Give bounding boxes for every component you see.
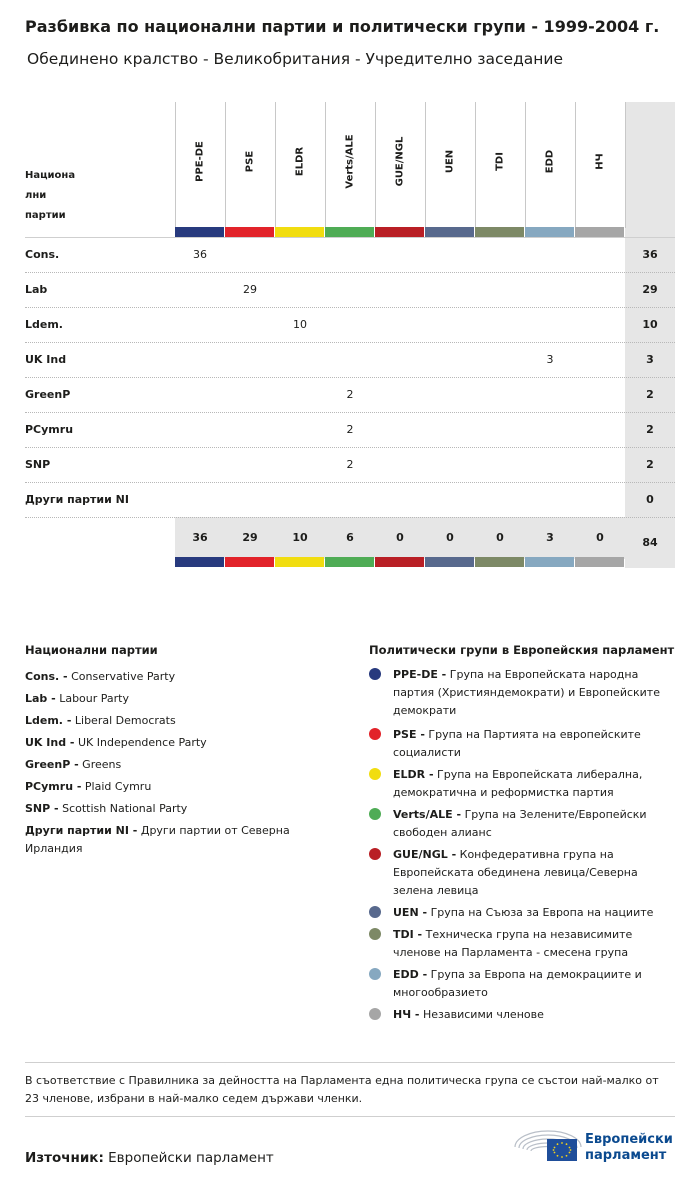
row-divider: [25, 342, 675, 343]
row-total-cell: 29: [642, 283, 658, 296]
group-full-name: Група на Съюза за Европа на нациите: [430, 906, 654, 919]
party-abbreviation: GreenP -: [25, 758, 79, 771]
group-header-verts-ale: Verts/ALE: [344, 134, 356, 189]
group-description: [393, 904, 679, 922]
group-abbreviation: НЧ -: [393, 1008, 420, 1021]
group-abbreviation: PPE-DE -: [393, 668, 447, 681]
row-total-cell: 0: [646, 493, 654, 506]
party-full-name: UK Independence Party: [77, 736, 207, 749]
group-abbreviation: EDD -: [393, 968, 428, 981]
national-party-legend-item: [25, 822, 325, 858]
page-subtitle: Обединено кралство - Великобритания - Учредително заседание: [27, 50, 564, 68]
row-total-cell: 2: [646, 388, 654, 401]
group-color-bar: [525, 227, 574, 237]
party-abbreviation: SNP -: [25, 802, 59, 815]
national-party-legend-item: [25, 712, 325, 730]
national-party-legend-item: [25, 668, 325, 686]
header-divider: [175, 102, 176, 228]
table-cell: 29: [243, 283, 257, 296]
group-abbreviation: GUE/NGL -: [393, 848, 457, 861]
table-cell: 3: [546, 353, 554, 366]
group-header-нч: НЧ: [594, 153, 606, 170]
group-color-bar: [175, 557, 224, 567]
group-abbreviation: UEN -: [393, 906, 428, 919]
party-full-name: Greens: [82, 758, 122, 771]
grand-total-cell: 84: [642, 536, 658, 549]
group-description: [393, 1006, 679, 1024]
group-description: [393, 766, 679, 802]
row-total-cell: 3: [646, 353, 654, 366]
row-label-party: Други партии NI: [25, 493, 129, 506]
row-label-party: PCymru: [25, 423, 74, 436]
group-color-bar: [375, 227, 424, 237]
row-label-party: SNP: [25, 458, 51, 471]
party-abbreviation: Cons. -: [25, 670, 68, 683]
group-color-dot-icon: [369, 1008, 381, 1020]
national-parties-legend-heading: Национални партии: [25, 643, 158, 657]
group-color-bar: [375, 557, 424, 567]
row-divider: [25, 517, 675, 518]
group-header-ppe-de: PPE-DE: [194, 141, 206, 182]
group-full-name: Група на Партията на европейските социалисти: [393, 728, 641, 759]
group-description: [393, 666, 679, 720]
table-cell: 2: [346, 388, 354, 401]
party-full-name: Liberal Democrats: [74, 714, 176, 727]
row-total-cell: 10: [642, 318, 658, 331]
table-cell: 2: [346, 423, 354, 436]
row-divider: [25, 272, 675, 273]
party-full-name: Други партии от Северна Ирландия: [25, 824, 290, 855]
group-color-dot-icon: [369, 928, 381, 940]
row-label-party: UK Ind: [25, 353, 67, 366]
group-full-name: Група на Зелените/Европейски свободен алианс: [393, 808, 647, 839]
column-total-cell: 29: [242, 531, 258, 544]
group-header-gue-ngl: GUE/NGL: [394, 136, 406, 187]
header-divider: [375, 102, 376, 228]
group-color-dot-icon: [369, 848, 381, 860]
header-divider: [225, 102, 226, 228]
group-color-bar: [225, 557, 274, 567]
group-description: [393, 926, 679, 962]
group-full-name: Група за Европа на демокрациите и многообразието: [393, 968, 642, 999]
logo-line-1: Европейски: [585, 1132, 673, 1147]
table-rule: [25, 237, 675, 238]
logo-wordmark: [585, 1132, 673, 1164]
group-full-name: Група на Европейската народна партия (Християндемократи) и Европейските демократи: [393, 668, 660, 717]
row-label-party: GreenP: [25, 388, 71, 401]
row-label-party: Cons.: [25, 248, 60, 261]
group-header-uen: UEN: [444, 149, 456, 174]
header-divider: [625, 102, 626, 228]
group-description: [393, 726, 679, 762]
row-divider: [25, 307, 675, 308]
column-total-cell: 36: [192, 531, 208, 544]
row-total-cell: 2: [646, 458, 654, 471]
national-party-legend-item: [25, 734, 325, 752]
party-abbreviation: Ldem. -: [25, 714, 72, 727]
group-color-dot-icon: [369, 668, 381, 680]
group-color-bar: [425, 557, 474, 567]
national-party-legend-item: [25, 778, 325, 796]
group-color-bar: [425, 227, 474, 237]
group-description: [393, 806, 679, 842]
group-full-name: Техническа група на независимите членове на Парламента - смесена група: [393, 928, 633, 959]
row-label-party: Lab: [25, 283, 48, 296]
group-header-tdi: TDI: [494, 152, 506, 171]
column-total-cell: 6: [346, 531, 354, 544]
group-color-dot-icon: [369, 768, 381, 780]
group-abbreviation: TDI -: [393, 928, 423, 941]
table-cell: 10: [293, 318, 307, 331]
row-divider: [25, 377, 675, 378]
group-color-dot-icon: [369, 808, 381, 820]
group-color-bar: [325, 557, 374, 567]
divider: [25, 1116, 675, 1117]
party-abbreviation: PCymru -: [25, 780, 82, 793]
group-color-bar: [575, 557, 624, 567]
group-header-eldr: ELDR: [294, 146, 306, 177]
column-total-cell: 0: [496, 531, 504, 544]
group-color-bar: [175, 227, 224, 237]
group-full-name: Независими членове: [423, 1008, 544, 1021]
group-color-bar: [225, 227, 274, 237]
page-title: Разбивка по национални партии и политически групи - 1999-2004 г.: [25, 17, 660, 36]
political-groups-legend-heading: Политически групи в Европейския парламент: [369, 643, 675, 657]
party-full-name: Labour Party: [59, 692, 130, 705]
footnote: В съответствие с Правилника за дейността на Парламента една политическа група се състои най-малко от 23 членове, избрани в най-малко седем държави членки.: [25, 1074, 659, 1105]
group-color-bar: [475, 227, 524, 237]
group-description: [393, 846, 679, 900]
group-header-pse: PSE: [244, 150, 256, 173]
column-total-cell: 10: [292, 531, 308, 544]
group-color-bar: [475, 557, 524, 567]
group-description: [393, 966, 679, 1002]
row-divider: [25, 412, 675, 413]
party-abbreviation: Lab -: [25, 692, 56, 705]
header-divider: [525, 102, 526, 228]
national-parties-column-header: Национа лни партии: [25, 170, 76, 221]
table-cell: 2: [346, 458, 354, 471]
group-abbreviation: ELDR -: [393, 768, 434, 781]
header-divider: [575, 102, 576, 228]
group-full-name: Конфедеративна група на Европейската обединена левица/Северна зелена левица: [393, 848, 638, 897]
source-text: Европейски парламент: [108, 1150, 274, 1166]
group-color-dot-icon: [369, 906, 381, 918]
party-abbreviation: UK Ind -: [25, 736, 75, 749]
row-label-party: Ldem.: [25, 318, 63, 331]
party-abbreviation: Други партии NI -: [25, 824, 138, 837]
group-full-name: Група на Европейската либерална, демократична и реформистка партия: [393, 768, 643, 799]
row-total-cell: 36: [642, 248, 658, 261]
national-party-legend-item: [25, 756, 325, 774]
header-divider: [475, 102, 476, 228]
party-full-name: Scottish National Party: [62, 802, 188, 815]
group-color-bar: [275, 557, 324, 567]
column-total-cell: 0: [596, 531, 604, 544]
header-divider: [325, 102, 326, 228]
table-cell: 36: [193, 248, 207, 261]
group-abbreviation: Verts/ALE -: [393, 808, 462, 821]
group-color-bar: [575, 227, 624, 237]
group-color-bar: [525, 557, 574, 567]
group-header-edd: EDD: [544, 149, 556, 174]
national-party-legend-item: [25, 690, 325, 708]
logo-line-2: парламент: [585, 1148, 667, 1163]
row-divider: [25, 482, 675, 483]
column-total-cell: 0: [446, 531, 454, 544]
group-color-dot-icon: [369, 968, 381, 980]
seats-table: [0, 0, 700, 580]
divider: [25, 1062, 675, 1063]
column-total-cell: 3: [546, 531, 554, 544]
group-color-dot-icon: [369, 728, 381, 740]
party-full-name: Plaid Cymru: [84, 780, 152, 793]
row-divider: [25, 447, 675, 448]
party-full-name: Conservative Party: [71, 670, 176, 683]
header-divider: [425, 102, 426, 228]
group-color-bar: [275, 227, 324, 237]
group-color-bar: [325, 227, 374, 237]
column-total-cell: 0: [396, 531, 404, 544]
row-total-cell: 2: [646, 423, 654, 436]
national-party-legend-item: [25, 800, 325, 818]
source-label: Източник:: [25, 1150, 104, 1166]
header-divider: [275, 102, 276, 228]
group-abbreviation: PSE -: [393, 728, 425, 741]
source-line: [25, 1150, 274, 1166]
